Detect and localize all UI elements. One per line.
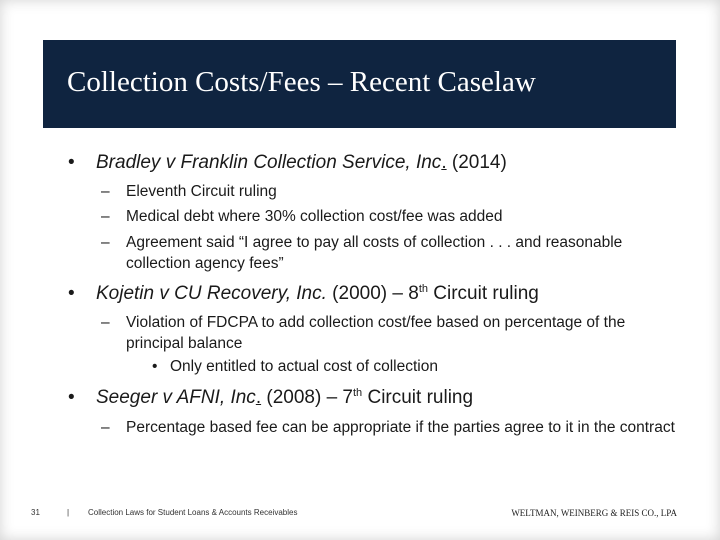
footer-company: WELTMAN, WEINBERG & REIS CO., LPA — [511, 508, 677, 518]
case-name: Kojetin v CU Recovery, Inc. — [96, 283, 327, 304]
footer-page-number: 31 — [31, 508, 40, 517]
sub-bullet-text: Agreement said “I agree to pay all costs of collection . . . and reasonable collection agency fees” — [126, 234, 623, 272]
case-name: Seeger v AFNI, Inc — [96, 387, 256, 408]
sub-bullet-text: Violation of FDCPA to add collection cost/fee based on percentage of the principal balance — [126, 314, 626, 352]
bullet-glyph: • — [68, 387, 75, 408]
sub-sub-bullet-text: Only entitled to actual cost of collection — [170, 358, 438, 375]
case-name: Bradley v Franklin Collection Service, Inc — [96, 152, 442, 173]
case-tail: Circuit ruling — [428, 283, 539, 304]
footer-separator: | — [67, 508, 70, 517]
case-year: (2008) – 7 — [261, 387, 353, 408]
dash-glyph: – — [101, 419, 110, 436]
case-tail: Circuit ruling — [362, 387, 474, 408]
sub-bullet-text: Eleventh Circuit ruling — [126, 183, 277, 200]
bullet-glyph: • — [68, 152, 75, 173]
case-year: (2014) — [446, 152, 507, 173]
footer-title: Collection Laws for Student Loans & Accounts Receivables — [88, 508, 298, 517]
case-sup: th — [353, 387, 363, 399]
sub-bullet-text: Percentage based fee can be appropriate if the parties agree to it in the contract — [126, 419, 675, 436]
bullet-glyph: • — [68, 283, 75, 304]
dash-glyph: – — [101, 314, 110, 331]
dash-glyph: – — [101, 183, 110, 200]
sub-bullet-text: Medical debt where 30% collection cost/fee was added — [126, 208, 503, 225]
case-year: (2000) – 8 — [326, 283, 419, 304]
case-sup: th — [418, 283, 428, 295]
slide-title: Collection Costs/Fees – Recent Caselaw — [67, 66, 536, 98]
bullet-glyph: • — [152, 358, 158, 375]
dash-glyph: – — [101, 234, 110, 251]
dash-glyph: – — [101, 208, 110, 225]
case-mark: . — [441, 152, 447, 173]
case-mark: . — [255, 387, 262, 408]
